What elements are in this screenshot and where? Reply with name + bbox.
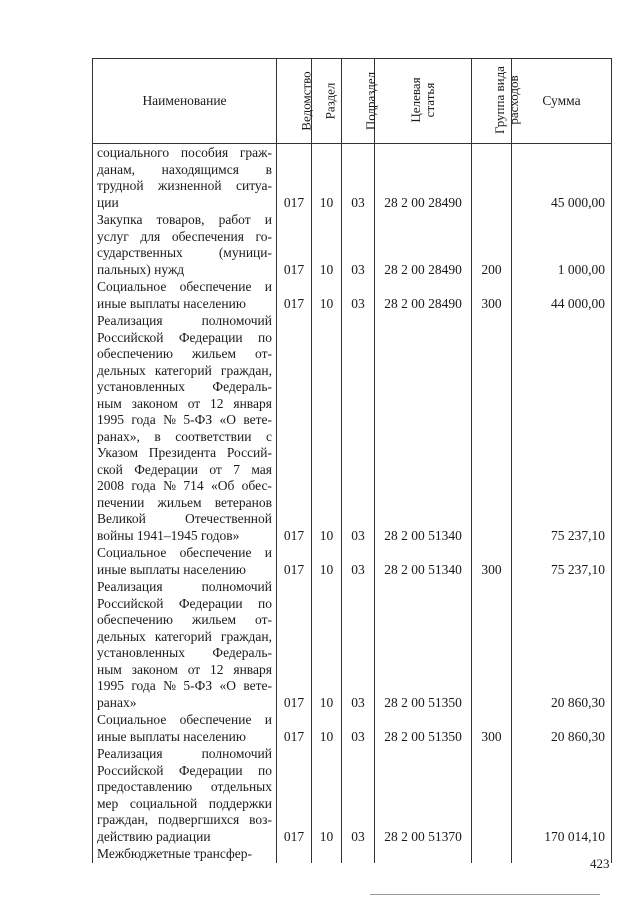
table-row [93,578,612,711]
word: 1995 [97,412,124,427]
name-line [97,245,272,262]
name-line [97,363,272,380]
word: ным [97,395,122,411]
word: подвергшихся [157,812,240,827]
group-cell [472,845,512,863]
name-line: иные выплаты населению [97,561,246,577]
word: ской [97,461,123,477]
header-name: Наименование [93,59,277,144]
word: ным [97,661,122,677]
sum-cell: 75 237,10 [512,312,612,544]
sum-cell: 20 860,30 [512,711,612,745]
word: для [140,228,161,244]
section-cell: 10 [312,312,342,544]
word: дельных [97,362,146,378]
name-line [97,412,272,429]
row-name-cell [93,144,277,212]
word: и [264,212,272,227]
target-cell: 28 2 00 51350 [375,711,472,745]
header-section: Раздел [312,59,342,144]
name-line [97,429,272,446]
name-line: войны 1941–1945 годов» [97,527,240,543]
name-line [97,396,272,413]
word: Реализация [97,579,163,594]
word: Отечественной [184,511,272,526]
word: граждан, [220,362,272,378]
section-cell: 10 [312,544,342,578]
word: Закупка [97,212,143,227]
word: предоставлению [97,779,193,794]
group-cell [472,312,512,544]
dept-cell: 017 [277,711,312,745]
dept-cell: 017 [277,544,312,578]
table-row [93,745,612,845]
word: по [258,762,272,778]
word: по [258,595,272,611]
name-line: иные выплаты населению [97,295,246,311]
word: законом [131,661,178,677]
word: «Об [210,478,235,493]
word: социальной [129,795,198,811]
name-line [97,145,272,162]
name-line [97,495,272,512]
word: Социальное [97,712,167,727]
name-line: Межбюджетные трансфер- [97,846,252,861]
word: обеспечению [97,612,173,627]
subsection-cell: 03 [342,312,375,544]
word: Президента [148,445,217,460]
name-line [97,162,272,179]
group-cell [472,745,512,845]
row-name-cell [93,211,277,278]
word: граждан, [220,628,272,644]
table-header-row [93,59,612,144]
word: Федераль- [212,645,272,660]
section-cell: 10 [312,211,342,278]
sum-cell: 75 237,10 [512,544,612,578]
name-line [97,662,272,679]
name-line [97,712,272,729]
word: с [266,428,272,444]
name-line [97,212,272,229]
header-dept: Ведомство [277,59,312,144]
dept-cell: 017 [277,144,312,212]
table-row [93,845,612,863]
dept-cell: 017 [277,312,312,544]
table-body [93,144,612,863]
word: от [187,661,201,677]
table-row [93,144,612,212]
group-cell: 300 [472,278,512,312]
word: полномочий [201,579,272,594]
word: находящимся [161,161,239,177]
word: установленных [97,645,185,660]
word: категорий [154,362,212,378]
word: № [163,412,177,427]
table-row [93,711,612,745]
budget-table [92,58,612,863]
word: (муници- [218,245,272,260]
word: полномочий [201,313,272,328]
dept-cell: 017 [277,745,312,845]
word: мер [97,795,119,811]
sum-cell: 20 860,30 [512,578,612,711]
table-row [93,278,612,312]
word: января [233,661,272,677]
word: пособия [180,145,229,160]
word: в [265,161,272,177]
word: Реализация [97,313,163,328]
word: от [187,395,201,411]
name-line [97,511,272,528]
target-cell [375,845,472,863]
word: Социальное [97,545,167,560]
word: Федерации [178,762,243,778]
dept-cell: 017 [277,278,312,312]
word: Социальное [97,279,167,294]
word: 714 [183,478,204,493]
word: данам, [97,161,135,177]
subsection-cell: 03 [342,578,375,711]
word: мая [251,461,272,477]
word: Российской [97,595,164,611]
name-line: ранах» [97,694,137,710]
word: установленных [97,379,185,394]
sum-cell: 45 000,00 [512,144,612,212]
header-subsection: Подраздел [342,59,375,144]
word: Российской [97,329,164,345]
word: по [258,329,272,345]
name-line [97,279,272,296]
sum-cell: 170 014,10 [512,745,612,845]
section-cell [312,845,342,863]
dept-cell: 017 [277,578,312,711]
table-row [93,544,612,578]
word: ситуа- [235,178,272,193]
target-cell: 28 2 00 28490 [375,278,472,312]
name-line: пальных) нужд [97,261,185,277]
subsection-cell [342,845,375,863]
name-line [97,779,272,796]
row-name-cell [93,845,277,863]
subsection-cell: 03 [342,211,375,278]
target-cell: 28 2 00 28490 [375,211,472,278]
word: 1995 [97,678,124,693]
word: воз- [249,812,272,827]
word: года [131,678,156,693]
name-line [97,796,272,813]
section-cell: 10 [312,278,342,312]
word: и [264,712,272,727]
word: ранах», [97,428,140,444]
header-target: Целевая статья [375,59,472,144]
word: обеспечение [179,712,252,727]
word: трудной [97,178,144,193]
name-line [97,545,272,562]
word: и [264,279,272,294]
target-cell: 28 2 00 51340 [375,312,472,544]
word: печении [97,494,145,510]
name-line [97,445,272,462]
header-group: Группа вида расходов [472,59,512,144]
word: го- [255,228,272,244]
subsection-cell: 03 [342,745,375,845]
subsection-cell: 03 [342,544,375,578]
word: «О [219,678,236,693]
name-line [97,678,272,695]
name-line [97,330,272,347]
word: товаров, [156,212,205,227]
name-line [97,746,272,763]
word: года [131,478,156,493]
word: законом [131,395,178,411]
word: ветеранов [214,494,272,510]
name-line: действию радиации [97,828,211,844]
word: Указом [97,445,139,460]
word: обеспечение [179,545,252,560]
word: Федерации [178,329,243,345]
subsection-cell: 03 [342,711,375,745]
group-cell [472,578,512,711]
subsection-cell: 03 [342,278,375,312]
word: от [209,461,222,477]
word: обеспечения [171,228,244,244]
group-cell: 300 [472,544,512,578]
word: дельных [97,628,146,644]
name-line [97,178,272,195]
word: 7 [233,461,240,477]
word: Федераль- [212,379,272,394]
word: № [163,678,177,693]
word: вете- [243,678,272,693]
name-line: ции [97,194,119,210]
word: работ [218,212,251,227]
target-cell: 28 2 00 51370 [375,745,472,845]
word: 5-ФЗ [183,678,213,693]
word: жильем [157,494,202,510]
word: января [233,395,272,411]
name-line [97,612,272,629]
word: от- [255,346,272,361]
word: обес- [241,478,272,493]
target-cell: 28 2 00 51350 [375,578,472,711]
word: категорий [154,628,212,644]
word: услуг [97,228,129,244]
word: жизненной [158,178,222,193]
word: обеспечению [97,346,173,361]
section-cell: 10 [312,711,342,745]
word: Великой [97,511,146,526]
word: и [264,545,272,560]
row-name-cell [93,544,277,578]
target-cell: 28 2 00 28490 [375,144,472,212]
row-name-cell [93,578,277,711]
name-line [97,763,272,780]
name-line [97,596,272,613]
page-number: 423 [590,856,610,871]
word: 12 [210,395,224,411]
name-line [97,379,272,396]
word: Россий- [226,445,272,460]
word: Российской [97,762,164,778]
section-cell: 10 [312,745,342,845]
word: полномочий [201,746,272,761]
word: сударственных [97,245,183,260]
word: Федерации [178,595,243,611]
name-line [97,629,272,646]
row-name-cell [93,278,277,312]
table-row [93,211,612,278]
name-line [97,579,272,596]
header-sum: Сумма [512,59,612,144]
word: 12 [210,661,224,677]
group-cell: 200 [472,211,512,278]
word: поддержки [208,795,272,811]
group-cell: 300 [472,711,512,745]
section-cell: 10 [312,144,342,212]
word: от- [255,612,272,627]
word: жильем [192,612,236,627]
word: Федерации [134,461,198,477]
row-name-cell [93,745,277,845]
name-line [97,346,272,363]
word: социального [97,145,170,160]
row-name-cell [93,711,277,745]
dept-cell [277,845,312,863]
name-line [97,229,272,246]
name-line [97,313,272,330]
word: граж- [239,145,272,160]
word: вете- [243,412,272,427]
word: Реализация [97,746,163,761]
sum-cell: 44 000,00 [512,278,612,312]
section-cell: 10 [312,578,342,711]
group-cell [472,144,512,212]
name-line [97,478,272,495]
dept-cell: 017 [277,211,312,278]
word: в [154,428,161,444]
name-line [97,812,272,829]
word: 5-ФЗ [183,412,213,427]
word: отдельных [210,779,272,794]
name-line: иные выплаты населению [97,728,246,744]
table-row [93,312,612,544]
word: № [163,478,177,493]
sum-cell: 1 000,00 [512,211,612,278]
subsection-cell: 03 [342,144,375,212]
word: соответствии [175,428,252,444]
word: обеспечение [179,279,252,294]
row-name-cell [93,312,277,544]
footer-rule [370,894,600,895]
name-line [97,462,272,479]
word: «О [219,412,236,427]
name-line [97,645,272,662]
word: граждан, [97,812,149,827]
word: года [131,412,156,427]
word: 2008 [97,478,124,493]
target-cell: 28 2 00 51340 [375,544,472,578]
word: жильем [192,346,236,361]
